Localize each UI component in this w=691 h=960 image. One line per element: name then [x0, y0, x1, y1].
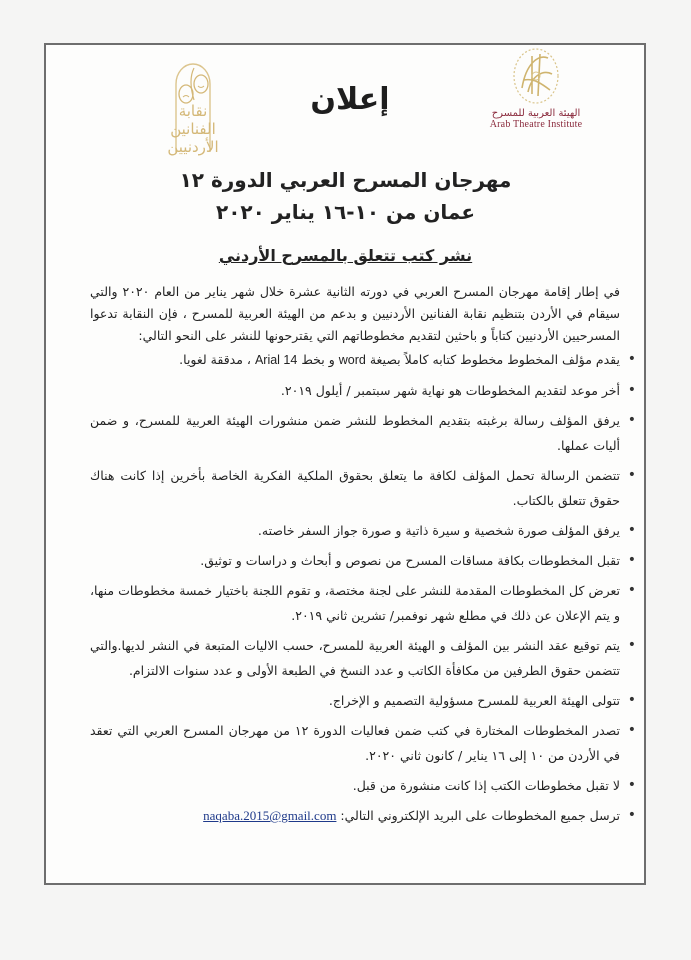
intro-paragraph: في إطار إقامة مهرجان المسرح العربي في دورته الثانية عشرة خلال شهر يناير من العام ٢٠٢٠ والتي سيقام في الأردن بتنظيم نقابة الفنانين الأردنيين و بدعم من الهيئة العربية للمسرح ، فإن النقابة تدعوا المسرحيين الأردنيين كتاباً و باحثين لتقديم مخطوطاتهم التي يقترحونها للنشر على النحو التالي:	[90, 284, 620, 343]
festival-dates: عمان من ١٠-١٦ يناير ٢٠٢٠	[215, 200, 475, 224]
announcement-title: إعلان	[310, 82, 390, 117]
syndicate-name-line1: نقابة الفنانين	[170, 102, 216, 138]
list-item: • يتم توقيع عقد النشر بين المؤلف و الهيئة العربية للمسرح، حسب الاليات المتبعة في النشر لديها.والتي تتضمن حقوق الطرفين من مكافأة الكاتب و عدد النسخ في الطبعة الأولى و عدد سنوات الالتزام.	[90, 633, 620, 683]
list-item: • تعرض كل المخطوطات المقدمة للنشر على لجنة مختصة، و تقوم اللجنة باختيار خمسة مخطوطات منها، و يتم الإعلان عن ذلك في مطلع شهر نوفمبر/ تشرين ثاني ٢٠١٩.	[90, 578, 620, 628]
condition-text: يقدم مؤلف المخطوط مخطوط كتابه كاملاً بصيغة	[369, 352, 620, 367]
arab-theatre-institute-logo	[486, 44, 586, 134]
section-subtitle: نشر كتب تتعلق بالمسرح الأردني	[218, 246, 473, 265]
list-item: • يرفق المؤلف رسالة برغبته بتقديم المخطوط للنشر ضمن منشورات الهيئة العربية للمسرح، و ضمن أليات عملها.	[90, 408, 620, 458]
condition-text: ، مدققة لغويا.	[179, 352, 251, 367]
jordanian-artists-syndicate-logo	[158, 60, 228, 155]
list-item: • لا تقبل مخطوطات الكتب إذا كانت منشورة من قبل.	[90, 773, 620, 798]
list-item: • تقبل المخطوطات بكافة مساقات المسرح من نصوص و أبحاث و دراسات و توثيق.	[90, 548, 620, 573]
list-item: • تتولى الهيئة العربية للمسرح مسؤولية التصميم و الإخراج.	[90, 688, 620, 713]
email-link[interactable]: naqaba.2015@gmail.com	[203, 808, 337, 823]
syndicate-name	[158, 102, 228, 156]
festival-title: مهرجان المسرح العربي الدورة ١٢	[179, 168, 512, 192]
list-item: • أخر موعد لتقديم المخطوطات هو نهاية شهر سبتمبر / أيلول ٢٠١٩.	[90, 378, 620, 403]
list-item: • تصدر المخطوطات المختارة في كتب ضمن فعاليات الدورة ١٢ من مهرجان المسرح العربي التي تعقد في الأردن من ١٠ إلى ١٦ يناير / كانون ثاني ٢٠٢٠.	[90, 718, 620, 768]
calligraphy-emblem-icon	[508, 44, 564, 106]
list-item	[90, 347, 620, 373]
list-item: • يرفق المؤلف صورة شخصية و سيرة ذاتية و صورة جواز السفر خاصته.	[90, 518, 620, 543]
conditions-list	[90, 347, 638, 833]
format-word: word	[338, 353, 366, 367]
list-item	[90, 803, 620, 828]
condition-text: ترسل جميع المخطوطات على البريد الإلكتروني التالي:	[340, 808, 620, 823]
ati-english-name: Arab Theatre Institute	[489, 119, 583, 130]
list-item: • تتضمن الرسالة تحمل المؤلف لكافة ما يتعلق بحقوق الملكية الفكرية الخاصة بأخرين إذا كانت هناك حقوق تتعلق بالكتاب.	[90, 463, 620, 513]
condition-text: و بخط	[301, 352, 335, 367]
font-spec: Arial 14	[254, 353, 298, 367]
syndicate-name-line2: الأردنيين	[167, 138, 219, 156]
ati-arabic-name: الهيئة العربية للمسرح	[491, 108, 581, 119]
